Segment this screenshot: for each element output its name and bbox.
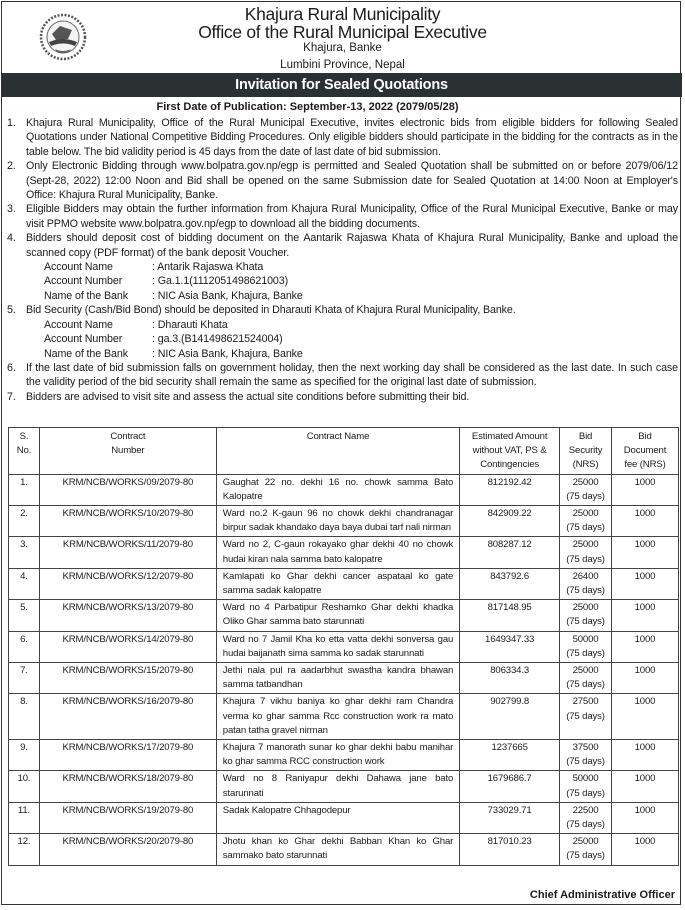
cell-contract-number: KRM/NCB/WORKS/20/2079-80: [39, 834, 216, 865]
cell-estimated-amount: 817148.95: [460, 600, 560, 631]
office-name: Office of the Rural Municipal Executive: [198, 22, 487, 42]
table-header-row: [9, 428, 679, 475]
security-account-name: [6, 318, 678, 332]
security-bank-name: [6, 347, 678, 361]
header-doc-fee: Bid Document fee (NRS): [612, 428, 679, 475]
validity-note: (75 days): [566, 585, 605, 597]
cell-estimated-amount: 733029.71: [460, 802, 560, 833]
account-label: Account Number: [44, 275, 123, 288]
doc-fee-account-number: [6, 274, 678, 288]
validity-note: (75 days): [566, 553, 605, 565]
notice-points: [6, 116, 678, 404]
point-3: [6, 202, 678, 231]
header-bid-security: Bid Security (NRS): [560, 428, 612, 475]
cell-contract-number: KRM/NCB/WORKS/11/2079-80: [39, 537, 216, 568]
contracts-table: [8, 427, 679, 866]
cell-estimated-amount: 843792.6: [460, 568, 560, 599]
point-text: Khajura Rural Municipality, Office of the Rural Municipal Executive, invites electronic bids from eligible bidders for following Sealed Quotations under National Competitive Bidding Procedures. Only eligible bidders should participate in the bidding for the contracts as in the table below. The bid validity period is 45 days from the date of last date of bid submission.: [26, 117, 678, 158]
validity-note: (75 days): [566, 787, 605, 799]
validity-note: (75 days): [566, 679, 605, 691]
org-name: Khajura Rural Municipality: [244, 4, 441, 24]
cell-bid-security: 25000 (75 days): [560, 834, 612, 865]
cell-sno: 9.: [9, 740, 40, 771]
header-sno: S. No.: [9, 428, 40, 475]
notice-title: Invitation for Sealed Quotations: [1, 73, 682, 97]
cell-estimated-amount: 806334.3: [460, 663, 560, 694]
address-line-1: Khajura, Banke: [303, 42, 382, 54]
cell-bid-security: 25000 (75 days): [560, 474, 612, 505]
table-row: [9, 568, 679, 599]
cell-estimated-amount: 812192.42: [460, 474, 560, 505]
point-number: 4.: [7, 232, 16, 245]
cell-bid-security: 25000 (75 days): [560, 663, 612, 694]
cell-doc-fee: 1000: [612, 740, 679, 771]
cell-doc-fee: 1000: [612, 537, 679, 568]
point-number: 7.: [7, 390, 16, 403]
cell-estimated-amount: 902799.8: [460, 694, 560, 740]
account-value: : Antarik Rajaswa Khata: [152, 261, 264, 274]
cell-bid-security: 25000 (75 days): [560, 537, 612, 568]
cell-estimated-amount: 817010.23: [460, 834, 560, 865]
publication-date: First Date of Publication: September-13, 2022 (2079/05/28): [156, 101, 459, 113]
table-row: [9, 631, 679, 662]
table-row: [9, 537, 679, 568]
cell-bid-security: 26400 (75 days): [560, 568, 612, 599]
header-contract-number: Contract Number: [39, 428, 216, 475]
point-number: 3.: [7, 203, 16, 216]
cell-contract-number: KRM/NCB/WORKS/17/2079-80: [39, 740, 216, 771]
account-label: Account Number: [44, 333, 123, 346]
cell-sno: 12.: [9, 834, 40, 865]
cell-sno: 7.: [9, 663, 40, 694]
cell-contract-name: Jethi nala pul ra aadarbhut swastha kandra bhawan samma tatbandhan: [216, 663, 459, 694]
cell-sno: 5.: [9, 600, 40, 631]
cell-contract-number: KRM/NCB/WORKS/15/2079-80: [39, 663, 216, 694]
cell-contract-name: Ward no 7 Jamil Kha ko etta vatta dekhi sonversa gau hudai baijanath sima samma ko sadak starunnati: [216, 631, 459, 662]
cell-sno: 2.: [9, 506, 40, 537]
cell-contract-name: Sadak Kalopatre Chhagodepur: [216, 802, 459, 833]
point-number: 1.: [7, 117, 16, 129]
cell-sno: 3.: [9, 537, 40, 568]
cell-doc-fee: 1000: [612, 694, 679, 740]
cell-contract-name: Kamlapati ko Ghar dekhi cancer aspataal ko gate samma sadak kalopatre: [216, 568, 459, 599]
validity-note: (75 days): [566, 490, 605, 502]
validity-note: (75 days): [566, 710, 605, 722]
cell-sno: 10.: [9, 771, 40, 802]
cell-bid-security: 50000 (75 days): [560, 631, 612, 662]
cell-contract-number: KRM/NCB/WORKS/10/2079-80: [39, 506, 216, 537]
cell-bid-security: 22500 (75 days): [560, 802, 612, 833]
cell-estimated-amount: 1649347.33: [460, 631, 560, 662]
validity-note: (75 days): [566, 850, 605, 862]
point-number: 6.: [7, 361, 16, 374]
cell-sno: 8.: [9, 694, 40, 740]
validity-note: (75 days): [566, 647, 605, 659]
header-contract-name: Contract Name: [216, 428, 459, 475]
cell-doc-fee: 1000: [612, 474, 679, 505]
address-line-2: Lumbini Province, Nepal: [280, 59, 405, 71]
cell-contract-name: Ward no 8 Raniyapur dekhi Dahawa jane bato starunnati: [216, 771, 459, 802]
cell-bid-security: 25000 (75 days): [560, 600, 612, 631]
point-text: Only Electronic Bidding through www.bolpatra.gov.np/egp is permitted and Sealed Quotation shall be submitted on or before 2079/06/12 (Sept-28, 2022) 12:00 Noon and Bid shall be opened on the same Submission date for Sealed Quotation at 14:00 Noon at Employer's Office: Khajura Rural Municipality, Banke.: [26, 160, 678, 202]
cell-contract-name: Ward no.2 K-gaun 96 no chowk dekhi chandranagar birpur sadak khandako daya baya dubai tarf nali nirman: [216, 506, 459, 537]
signature-title: Chief Administrative Officer: [529, 889, 675, 901]
table-row: [9, 771, 679, 802]
cell-sno: 6.: [9, 631, 40, 662]
cell-bid-security: 37500 (75 days): [560, 740, 612, 771]
security-account-number: [6, 332, 678, 346]
account-label: Name of the Bank: [44, 289, 128, 302]
cell-contract-number: KRM/NCB/WORKS/13/2079-80: [39, 600, 216, 631]
cell-doc-fee: 1000: [612, 663, 679, 694]
cell-estimated-amount: 1679686.7: [460, 771, 560, 802]
table-row: [9, 506, 679, 537]
cell-contract-name: Ward no 4 Parbatipur Reshamko Ghar dekhi khadka Oliko Ghar samma bato starunnati: [216, 600, 459, 631]
cell-contract-number: KRM/NCB/WORKS/12/2079-80: [39, 568, 216, 599]
account-value: : Dharauti Khata: [152, 318, 228, 331]
point-text: Bidders should deposit cost of bidding document on the Aantarik Rajaswa Khata of Khajura Rural Municipality, Banke and upload the scanned copy (PDF format) of the bank deposit Voucher.: [26, 232, 678, 259]
cell-sno: 11.: [9, 802, 40, 833]
cell-contract-number: KRM/NCB/WORKS/09/2079-80: [39, 474, 216, 505]
point-text: Eligible Bidders may obtain the further information from Khajura Rural Municipality, Office of the Rural Municipal Executive, Banke or may visit PPMO website www.bolpatra.gov.np/egp to download all the bidding documents.: [26, 203, 678, 230]
cell-bid-security: 50000 (75 days): [560, 771, 612, 802]
validity-note: (75 days): [566, 522, 605, 534]
account-label: Account Name: [44, 318, 113, 331]
account-label: Name of the Bank: [44, 347, 128, 360]
cell-bid-security: 27500 (75 days): [560, 694, 612, 740]
cell-doc-fee: 1000: [612, 834, 679, 865]
point-text: Bidders are advised to visit site and assess the actual site conditions before submitting their bid.: [26, 390, 470, 403]
header-estimated-amount: Estimated Amount without VAT, PS & Contingencies: [460, 428, 560, 475]
point-5: [6, 303, 678, 317]
cell-bid-security: 25000 (75 days): [560, 506, 612, 537]
cell-contract-name: Khajura 7 manorath sunar ko ghar dekhi babu manihar ko ghar samma RCC construction work: [216, 740, 459, 771]
cell-contract-number: KRM/NCB/WORKS/18/2079-80: [39, 771, 216, 802]
validity-note: (75 days): [566, 756, 605, 768]
cell-contract-name: Jhotu khan ko Ghar dekhi Babban Khan ko Ghar sammako bato starunnati: [216, 834, 459, 865]
cell-doc-fee: 1000: [612, 771, 679, 802]
table-row: [9, 694, 679, 740]
point-2: [6, 159, 678, 202]
cell-contract-number: KRM/NCB/WORKS/19/2079-80: [39, 802, 216, 833]
cell-estimated-amount: 842909.22: [460, 506, 560, 537]
account-label: Account Name: [44, 261, 113, 274]
point-4: [6, 231, 678, 260]
table-row: [9, 663, 679, 694]
cell-sno: 4.: [9, 568, 40, 599]
table-row: [9, 834, 679, 865]
table-row: [9, 474, 679, 505]
cell-doc-fee: 1000: [612, 631, 679, 662]
cell-doc-fee: 1000: [612, 802, 679, 833]
table-row: [9, 802, 679, 833]
point-1: [6, 116, 678, 159]
cell-estimated-amount: 808287.12: [460, 537, 560, 568]
account-value: : NIC Asia Bank, Khajura, Banke: [152, 289, 303, 302]
account-value: : ga.3.(B141498621524004): [152, 333, 283, 346]
doc-fee-account-name: [6, 260, 678, 274]
point-number: 5.: [7, 304, 16, 317]
point-number: 2.: [7, 160, 16, 173]
cell-doc-fee: 1000: [612, 568, 679, 599]
point-6: [6, 361, 678, 390]
cell-contract-name: Ward no 2, C-gaun rokayako ghar dekhi 40 no chowk hudai kiran nala samma bato kalopatre: [216, 537, 459, 568]
account-value: : Ga.1.1(1112051498621003): [152, 275, 289, 288]
cell-doc-fee: 1000: [612, 600, 679, 631]
cell-doc-fee: 1000: [612, 506, 679, 537]
table-row: [9, 600, 679, 631]
doc-fee-bank-name: [6, 289, 678, 303]
account-value: : NIC Asia Bank, Khajura, Banke: [152, 347, 303, 360]
point-text: Bid Security (Cash/Bid Bond) should be deposited in Dharauti Khata of Khajura Rural Municipality, Banke.: [26, 304, 516, 317]
cell-contract-number: KRM/NCB/WORKS/16/2079-80: [39, 694, 216, 740]
cell-estimated-amount: 1237665: [460, 740, 560, 771]
point-7: [6, 390, 678, 404]
cell-sno: 1.: [9, 474, 40, 505]
cell-contract-number: KRM/NCB/WORKS/14/2079-80: [39, 631, 216, 662]
cell-contract-name: Khajura 7 vikhu baniya ko ghar dekhi ram Chandra verma ko ghar samma Rcc construction work ra mato patan tatha gravel nirman: [216, 694, 459, 740]
point-text: If the last date of bid submission falls on government holiday, then the next working day shall be considered as the last date. In such case the validity period of the bid security shall remain the same as specified for the original last date of submission.: [26, 361, 678, 389]
cell-contract-name: Gaughat 22 no. dekhi 16 no. chowk samma Bato Kalopatre: [216, 474, 459, 505]
table-row: [9, 740, 679, 771]
validity-note: (75 days): [566, 616, 605, 628]
validity-note: (75 days): [566, 819, 605, 831]
